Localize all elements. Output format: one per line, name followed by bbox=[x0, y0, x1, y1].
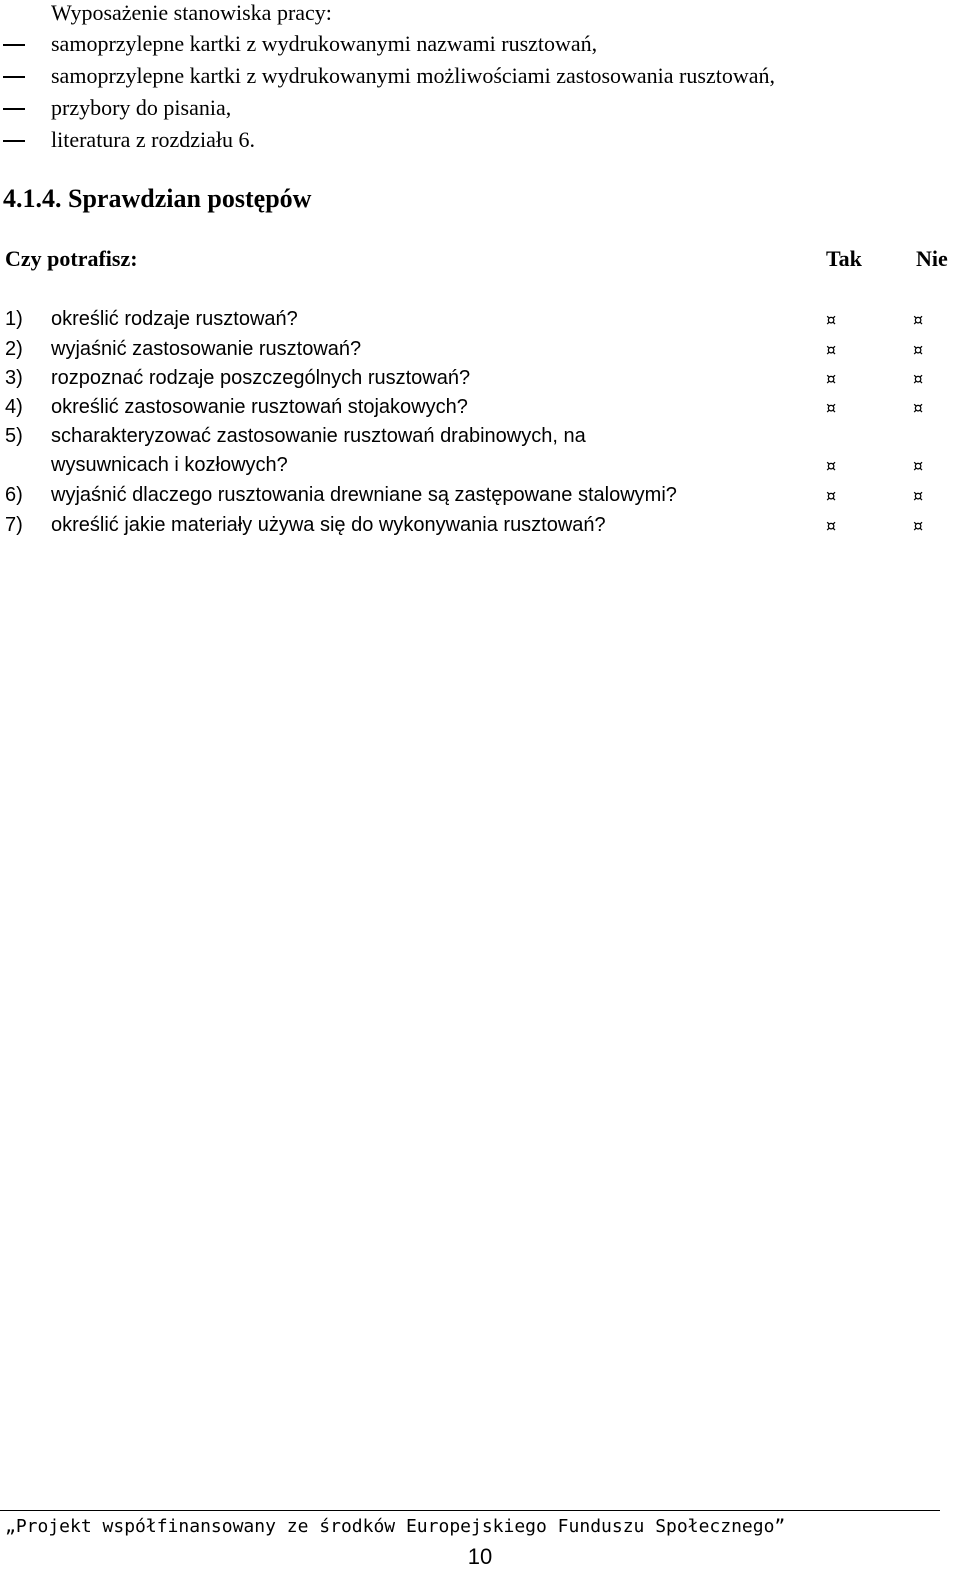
tak-checkbox-icon[interactable]: ¤ bbox=[826, 486, 837, 505]
nie-column-header: Nie bbox=[916, 246, 948, 271]
question-text bbox=[51, 364, 806, 393]
question-number: 4) bbox=[5, 396, 23, 418]
equipment-item-text: przybory do pisania, bbox=[51, 95, 232, 120]
question-number: 5) bbox=[5, 425, 23, 447]
tak-checkbox-icon[interactable]: ¤ bbox=[826, 456, 837, 475]
footer-divider bbox=[0, 1510, 940, 1511]
nie-checkbox-icon[interactable]: ¤ bbox=[913, 398, 924, 417]
question-text bbox=[51, 481, 806, 510]
question-text-line: scharakteryzować zastosowanie rusztowań drabinowych, na bbox=[51, 425, 586, 447]
question-text bbox=[51, 305, 806, 334]
equipment-item-text: samoprzylepne kartki z wydrukowanymi nazwami rusztowań, bbox=[51, 31, 598, 56]
question-text bbox=[51, 422, 806, 480]
tak-checkbox-icon[interactable]: ¤ bbox=[826, 340, 837, 359]
question-text-line: określić rodzaje rusztowań? bbox=[51, 308, 298, 330]
equipment-title: Wyposażenie stanowiska pracy: bbox=[51, 0, 332, 25]
section-heading: 4.1.4. Sprawdzian postępów bbox=[3, 184, 312, 213]
nie-checkbox-icon[interactable]: ¤ bbox=[913, 456, 924, 475]
dash-bullet-icon bbox=[3, 140, 25, 142]
question-number: 6) bbox=[5, 484, 23, 506]
question-text-line: wysuwnicach i kozłowych? bbox=[51, 454, 288, 476]
nie-checkbox-icon[interactable]: ¤ bbox=[913, 310, 924, 329]
equipment-item-text: samoprzylepne kartki z wydrukowanymi możliwościami zastosowania rusztowań, bbox=[51, 63, 775, 88]
question-text-line: rozpoznać rodzaje poszczególnych rusztowań? bbox=[51, 367, 471, 389]
question-text bbox=[51, 393, 806, 422]
question-number: 7) bbox=[5, 514, 23, 536]
dash-bullet-icon bbox=[3, 44, 25, 46]
question-text-line: wyjaśnić dlaczego rusztowania drewniane są zastępowane stalowymi? bbox=[51, 484, 677, 506]
nie-checkbox-icon[interactable]: ¤ bbox=[913, 516, 924, 535]
nie-checkbox-icon[interactable]: ¤ bbox=[913, 369, 924, 388]
dash-bullet-icon bbox=[3, 108, 25, 110]
page-number: 10 bbox=[467, 1544, 493, 1569]
question-text bbox=[51, 335, 806, 364]
question-number: 3) bbox=[5, 367, 23, 389]
tak-checkbox-icon[interactable]: ¤ bbox=[826, 369, 837, 388]
footer-project-text: „Projekt współfinansowany ze środków Europejskiego Funduszu Społecznego” bbox=[5, 1516, 786, 1537]
nie-checkbox-icon[interactable]: ¤ bbox=[913, 340, 924, 359]
question-column-header: Czy potrafisz: bbox=[5, 246, 138, 271]
question-text-line: określić jakie materiały używa się do wykonywania rusztowań? bbox=[51, 514, 606, 536]
question-text-line: określić zastosowanie rusztowań stojakowych? bbox=[51, 396, 468, 418]
tak-checkbox-icon[interactable]: ¤ bbox=[826, 310, 837, 329]
nie-checkbox-icon[interactable]: ¤ bbox=[913, 486, 924, 505]
question-text-line: wyjaśnić zastosowanie rusztowań? bbox=[51, 338, 362, 360]
question-number: 2) bbox=[5, 338, 23, 360]
equipment-item-text: literatura z rozdziału 6. bbox=[51, 127, 256, 152]
question-text bbox=[51, 511, 806, 540]
question-number: 1) bbox=[5, 308, 23, 330]
tak-checkbox-icon[interactable]: ¤ bbox=[826, 516, 837, 535]
dash-bullet-icon bbox=[3, 76, 25, 78]
tak-checkbox-icon[interactable]: ¤ bbox=[826, 398, 837, 417]
tak-column-header: Tak bbox=[826, 246, 862, 271]
